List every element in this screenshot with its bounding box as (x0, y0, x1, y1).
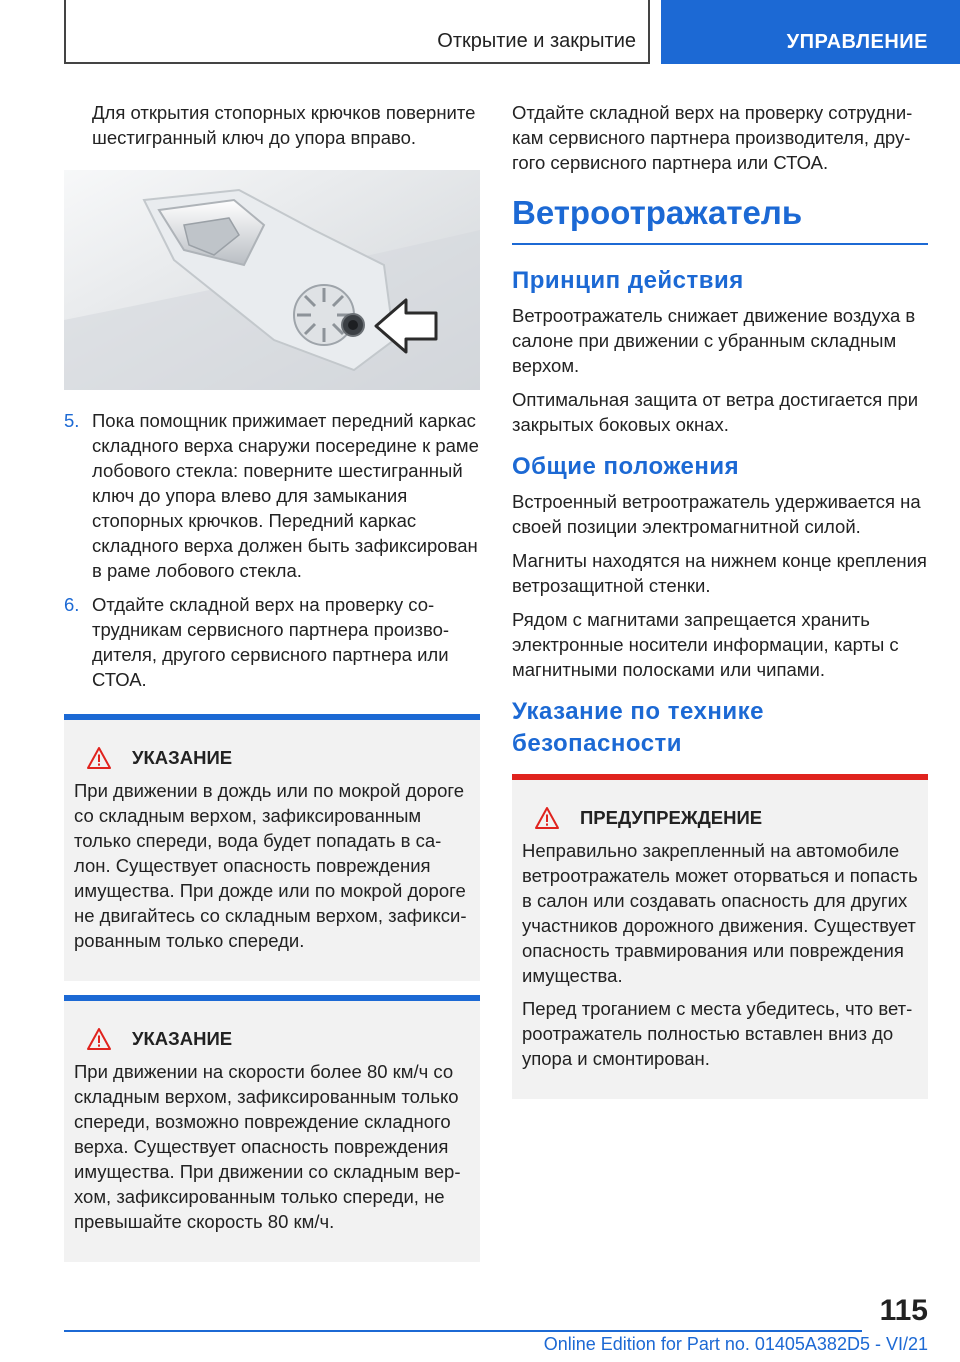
header-chapter-title: Открытие и закрытие (437, 30, 636, 52)
header-chapter-box (64, 0, 650, 64)
page-number: 115 (879, 1294, 928, 1327)
principle-paragraph-1: Ветроотражатель снижает движение воздуха в салоне при движении с убранным складным верхом. (512, 305, 916, 376)
step-5 (64, 408, 480, 583)
principle-paragraph-2: Оптимальная защита от ветра достигается при закрытых боковых окнах. (512, 389, 919, 435)
left-column (64, 100, 480, 1262)
intro-paragraph: Отдайте складной верх на проверку сотрудникам сервисного партнера производителя, другого сервисного партнера или СТОА. (512, 102, 913, 173)
footer-edition: Online Edition for Part no. 01405A382D5 - VI/21 (543, 1334, 928, 1354)
notice-title-row (74, 1025, 470, 1053)
header-section-title: УПРАВЛЕНИЕ (786, 31, 928, 53)
general-paragraph-3: Рядом с магнитами запрещается хранить электронные носители информации, карты с магнитными полосками или чипами. (512, 609, 899, 680)
notice-title-row (74, 744, 470, 772)
warning-text-2: Перед троганием с места убедитесь, что ветроотражатель полностью вставлен вниз до упора и смонтирован. (522, 998, 913, 1069)
hex-key-latch-photo (64, 170, 480, 390)
general-paragraph-2: Магниты находятся на нижнем конце крепления ветрозащитной стенки. (512, 550, 927, 596)
step-text: Пока помощник прижимает передний каркас складного верха снаружи посередине к раме лобового стекла: поверните шестигранный ключ до упора влево для замыкания стопорных крючков. Передний каркас складного верха должен быть зафиксирован в раме лобового стекла. (92, 410, 479, 581)
subsection-general-title: Общие положения (512, 453, 740, 480)
intro-paragraph: Для открытия стопорных крючков поверните шестигранный ключ до упора вправо. (92, 102, 476, 148)
subsection-safety-title: Указание по технике безопасности (512, 698, 764, 757)
warning-text-1: Неправильно закрепленный на автомобиле ветроотражатель может оторваться и попасть в салон или создавать опасность для других участников дорожного движения. Существует опасность травмирования или повреждения имущества. (522, 840, 918, 986)
warning-title-row (522, 804, 918, 832)
warning-title: ПРЕДУПРЕЖДЕНИЕ (580, 807, 763, 828)
section-title: Ветроотражатель (512, 193, 928, 245)
notice-title: УКАЗАНИЕ (132, 1028, 233, 1049)
step-number: 5. (64, 410, 80, 431)
latch-illustration (64, 170, 480, 390)
notice-text: При движении на скорости более 80 км/ч со складным верхом, зафиксированным только спереди, возможно повреждение складного верха. Существует опасность повреждения имущества. При движении со складным верхом, зафиксированным только спереди, не превышайте скорость 80 км/ч. (74, 1061, 461, 1232)
warning-triangle-icon (534, 806, 560, 830)
warning-triangle-icon (86, 746, 112, 770)
header-section-tab (661, 0, 960, 64)
warning-triangle-icon (86, 1027, 112, 1051)
subsection-principle-title: Принцип действия (512, 267, 744, 294)
footer-divider (64, 1330, 862, 1332)
notice-text: При движении в дождь или по мокрой дороге со складным верхом, зафиксированным только спереди, вода будет попадать в салон. Существует опасность повреждения имущества. При дожде или по мокрой дороге не двигайтесь со складным верхом, зафиксированным только спереди. (74, 780, 467, 951)
notice-box-speed (64, 995, 480, 1262)
notice-box-rain (64, 714, 480, 981)
notice-title: УКАЗАНИЕ (132, 747, 233, 768)
step-number: 6. (64, 594, 80, 615)
general-paragraph-1: Встроенный ветроотражатель удерживается на своей позиции электромагнитной силой. (512, 491, 921, 537)
right-column (512, 100, 928, 1099)
warning-box (512, 774, 928, 1099)
step-6 (64, 592, 480, 692)
step-text: Отдайте складной верх на проверку сотрудникам сервисного партнера производителя, другого сервисного партнера или СТОА. (92, 594, 450, 690)
